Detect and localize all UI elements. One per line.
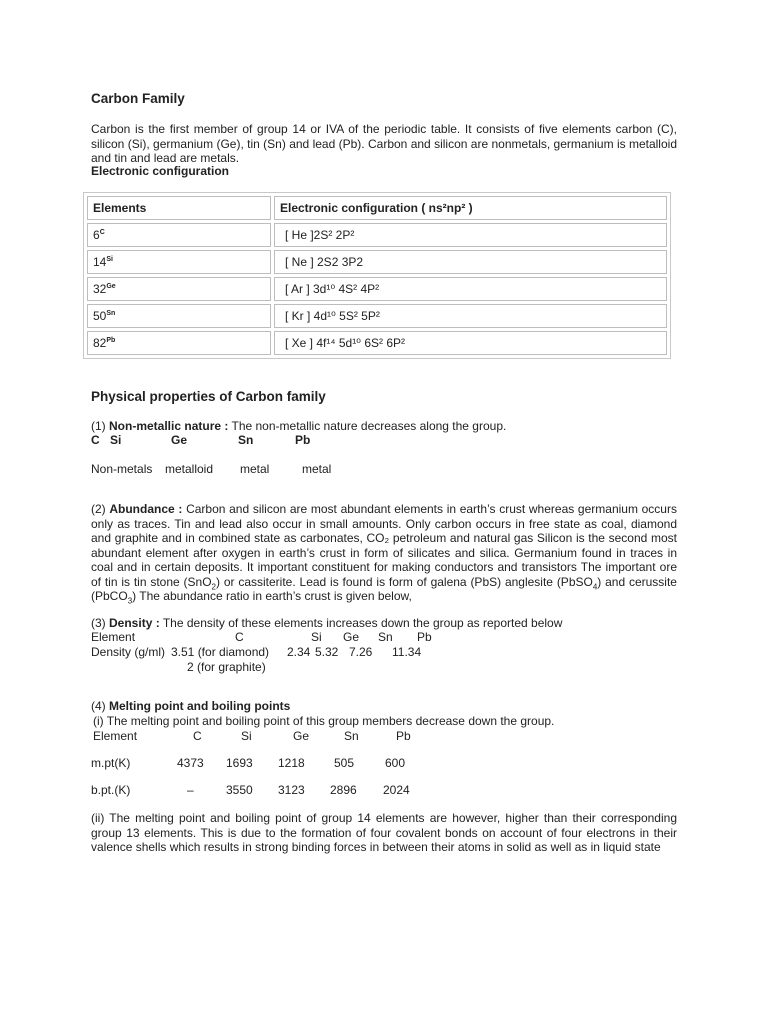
element-symbol: Sn: [106, 310, 116, 317]
bp-value: 3123: [278, 783, 305, 797]
atomic-number: 50: [93, 309, 107, 323]
config-cell: [ Xe ] 4f¹⁴ 5d¹⁰ 6S² 6P²: [274, 331, 667, 355]
config-cell: [ Kr ] 4d¹⁰ 5S² 5P²: [274, 304, 667, 328]
density-header-cell: Sn: [378, 630, 393, 644]
density-value: 11.34: [392, 645, 422, 659]
element-symbol: Ge: [106, 283, 116, 290]
bp-value: 3550: [226, 783, 253, 797]
element-symbol: Sn: [238, 433, 254, 447]
table-header-cell: Elements: [87, 196, 271, 220]
abundance-text-c: ) and cerussite (PbCO: [91, 574, 677, 603]
page-title: Carbon Family: [91, 91, 185, 106]
element-symbol: Si: [106, 256, 113, 263]
mp-value: 4373: [177, 756, 204, 770]
subscript: 2: [211, 581, 216, 591]
density-header-cell: Element: [91, 630, 136, 644]
nature-label: Non-metals: [91, 462, 153, 476]
mpbp-header-cell: Element: [93, 729, 138, 743]
subscript: 3: [127, 596, 133, 606]
table-row: [87, 277, 667, 301]
nature-label: metalloid: [165, 462, 214, 476]
bp-value: 2896: [330, 783, 357, 797]
density-header-cell: Ge: [343, 630, 360, 644]
nature-label: metal: [302, 462, 332, 476]
melting-subpoint-ii: (ii) The melting point and boiling point of group 14 elements are however, higher than their corresponding group 13 elements. This is due to the formation of four covalent bonds on account of four electrons in their valence shells which results in strong binding forces in between their atoms in solid as well as in liquid state: [91, 811, 677, 854]
intro-paragraph: Carbon is the first member of group 14 or IVA of the periodic table. It consists of five elements carbon (C), silicon (Si), germanium (Ge), tin (Sn) and lead (Pb). Carbon and silicon are nonmetals, germanium is metalloid and tin and lead are metals.: [91, 122, 677, 165]
section-number: (1): [91, 419, 106, 433]
section-label: Non-metallic nature :: [109, 419, 229, 433]
table-row: [87, 223, 667, 247]
density-value: 7.26: [349, 645, 373, 659]
atomic-number: 14: [93, 255, 107, 269]
section-number: (2): [91, 502, 106, 516]
density-line: [91, 616, 562, 630]
config-cell: [ Ne ] 2S2 3P2: [274, 250, 667, 274]
nonmetallic-line: [91, 419, 506, 433]
mp-value: 505: [334, 756, 355, 770]
melting-subpoint-i: (i) The melting point and boiling point of this group members decrease down the group.: [93, 714, 555, 728]
abundance-paragraph: [91, 502, 677, 604]
density-header-cell: C: [235, 630, 244, 644]
mp-row-label: m.pt(K): [91, 756, 131, 770]
table-header-cell: Electronic configuration ( ns²np² ): [274, 196, 667, 220]
bp-row-label: b.pt.(K): [91, 783, 131, 797]
table-row: [87, 304, 667, 328]
bp-value: –: [187, 783, 194, 797]
atomic-number: 6: [93, 228, 100, 242]
mpbp-header-cell: Sn: [344, 729, 359, 743]
density-value: 2 (for graphite): [187, 660, 266, 674]
element-cell: [87, 277, 271, 301]
table-row: [87, 250, 667, 274]
table-row: [87, 331, 667, 355]
element-symbol: C: [91, 433, 100, 447]
bp-value: 2024: [383, 783, 410, 797]
atomic-number: 82: [93, 336, 107, 350]
config-cell: [ Ar ] 3d¹⁰ 4S² 4P²: [274, 277, 667, 301]
element-symbol: Pb: [106, 337, 116, 344]
abundance-text-a: Carbon and silicon are most abundant elements in earth’s crust whereas germanium occurs only as traces. Tin and lead also occur in small amounts. Only carbon occurs in free state as coal, diamond and graphite and in combined state as carbonates, CO₂ petroleum and natural gas Silicon is the second most abundant element after oxygen in earth’s crust in form of silicates and silica. Germanium found in traces in coal and in certain deposits. It important constituent for making conductors and transistors The important ore of tin is tin stone (SnO: [91, 502, 677, 589]
density-value: 3.51 (for diamond): [171, 645, 270, 659]
section-number: (4): [91, 699, 106, 713]
section-number: (3): [91, 616, 106, 630]
section-text: The density of these elements increases down the group as reported below: [162, 616, 563, 630]
abundance-text-d: ) The abundance ratio in earth’s crust is given below,: [132, 589, 412, 603]
melting-heading-line: [91, 699, 290, 713]
mpbp-header-cell: C: [193, 729, 202, 743]
configuration-table: [83, 192, 671, 359]
mpbp-header-cell: Pb: [396, 729, 411, 743]
element-symbol: Pb: [295, 433, 311, 447]
element-cell: [87, 331, 271, 355]
mpbp-header-cell: Si: [241, 729, 252, 743]
section-label: Density :: [109, 616, 160, 630]
mp-value: 600: [385, 756, 406, 770]
density-row-label: Density (g/ml): [91, 645, 166, 659]
element-symbol: C: [99, 229, 105, 236]
table-header-row: [87, 196, 667, 220]
element-cell: [87, 223, 271, 247]
element-symbol: Si: [110, 433, 122, 447]
section-text: The non-metallic nature decreases along the group.: [231, 419, 507, 433]
mp-value: 1693: [226, 756, 253, 770]
element-cell: [87, 304, 271, 328]
mp-value: 1218: [278, 756, 305, 770]
density-value: 5.32: [315, 645, 339, 659]
subscript: 4: [592, 581, 598, 591]
physical-properties-heading: Physical properties of Carbon family: [91, 389, 326, 404]
nature-label: metal: [240, 462, 270, 476]
section-label: Melting point and boiling points: [109, 699, 291, 713]
density-header-cell: Si: [311, 630, 322, 644]
element-symbol: Ge: [171, 433, 188, 447]
atomic-number: 32: [93, 282, 107, 296]
mpbp-header-cell: Ge: [293, 729, 310, 743]
density-header-cell: Pb: [417, 630, 432, 644]
element-cell: [87, 250, 271, 274]
section-label: Abundance :: [109, 502, 183, 516]
abundance-text-b: ) or cassiterite. Lead is found is form of galena (PbS) anglesite (PbSO: [216, 574, 593, 589]
config-cell: [ He ]2S² 2P²: [274, 223, 667, 247]
config-heading: Electronic configuration: [91, 164, 230, 178]
density-value: 2.34: [287, 645, 311, 659]
